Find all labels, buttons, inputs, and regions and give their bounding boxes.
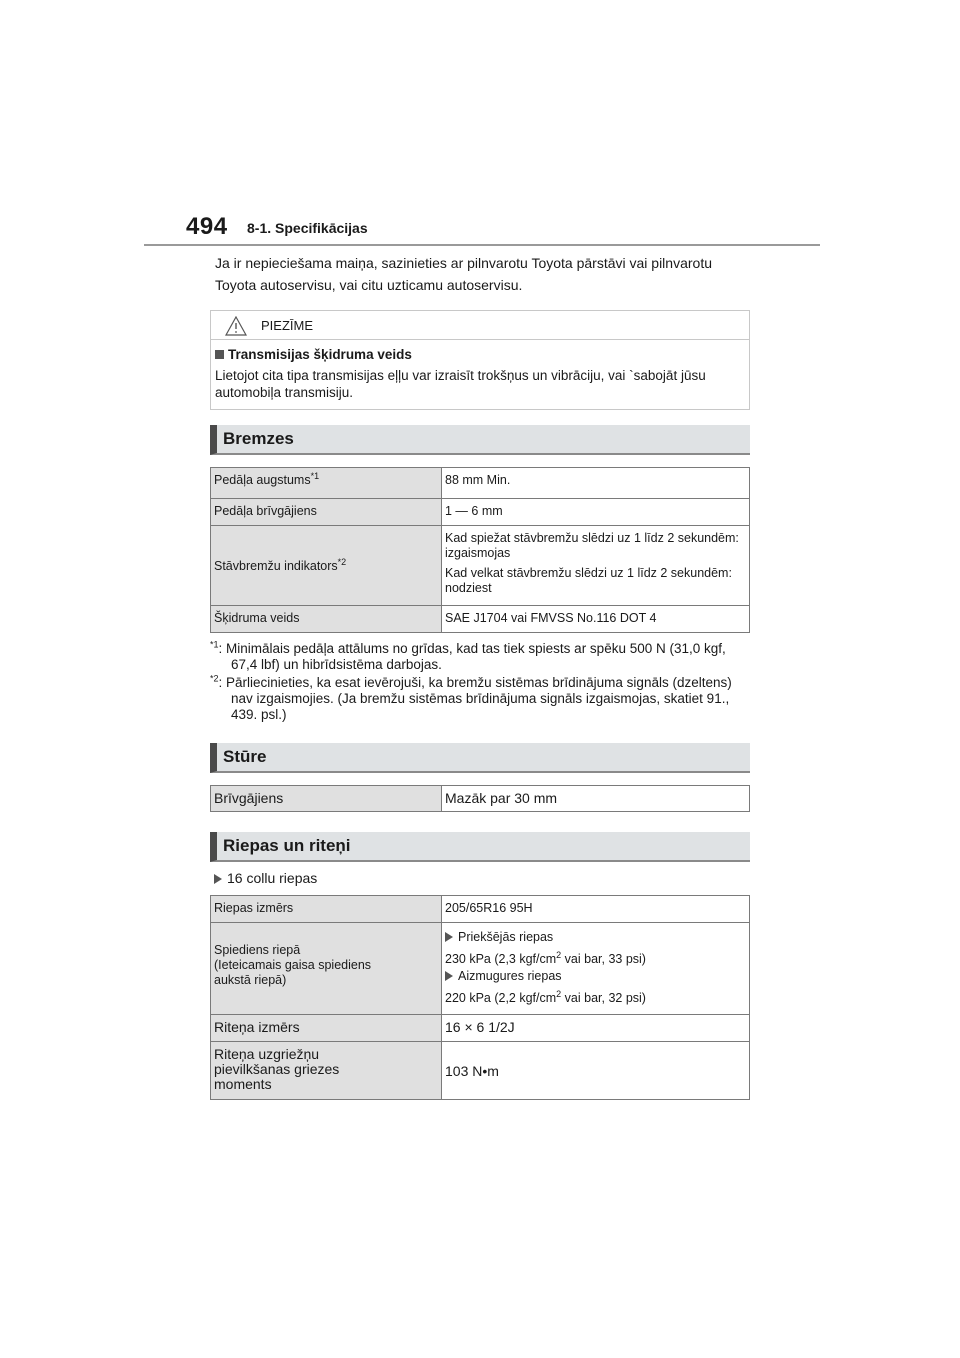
page-content — [210, 252, 750, 1100]
table-value: 205/65R16 95H — [442, 896, 750, 923]
note-label: PIEZĪME — [261, 318, 314, 333]
section-header-tires: Riepas un riteņi — [210, 832, 750, 862]
note-body — [211, 340, 749, 409]
note-subtitle — [215, 346, 743, 363]
steering-table — [210, 785, 750, 812]
key-line: moments — [214, 1076, 272, 1092]
table-value: SAE J1704 vai FMVSS No.116 DOT 4 — [442, 606, 750, 633]
table-key: Pedāļa brīvgājiens — [211, 499, 442, 526]
table-row — [211, 526, 750, 606]
table-value: 103 N•m — [442, 1042, 750, 1100]
table-key: Riepas izmērs — [211, 896, 442, 923]
footnote: $^{*1}$: Minimālais pedāļa attālums no grīdas, kad tas tiek spiests ar spēku 500 N (31,0 kgf, 67,4 lbf) un hibrīdsistēma darbojas. — [210, 639, 726, 672]
rear-tire-label: Aizmugures riepas — [445, 969, 746, 984]
table-key: Stāvbremžu indikators$^{*2}$ — [211, 526, 442, 606]
intro-line: Toyota autoservisu, vai citu uzticamu autoservisu. — [215, 277, 523, 293]
intro-line: Ja ir nepieciešama maiņa, sazinieties ar pilnvarotu Toyota pārstāvi vai pilnvarotu — [215, 255, 712, 271]
section-header-steering: Stūre — [210, 743, 750, 773]
value-line: izgaismojas — [445, 546, 511, 560]
table-key: Šķidruma veids — [211, 606, 442, 633]
note-text: Lietojot cita tipa transmisijas eļļu var izraisīt trokšņus un vibrāciju, vai `sabojāt jūsu automobiļa transmisiju. — [215, 368, 706, 400]
header-rule — [144, 244, 820, 246]
table-row — [211, 1042, 750, 1100]
key-line: pievilkšanas griezes — [214, 1061, 340, 1077]
bullet-item — [214, 870, 750, 886]
rear-tire-value: 220 kPa (2,2 kgf/$cm^2$ vai bar, 32 psi) — [445, 988, 646, 1005]
brakes-table — [210, 467, 750, 633]
square-bullet-icon — [215, 350, 224, 359]
key-line: (Ieteicamais gaisa spiediens — [214, 958, 372, 972]
table-key — [211, 1042, 442, 1100]
table-value: 88 mm Min. — [442, 468, 750, 499]
tires-table — [210, 895, 750, 1100]
value-line: nodziest — [445, 581, 492, 595]
table-value: 1 — 6 mm — [442, 499, 750, 526]
bullet-text: 16 collu riepas — [227, 870, 318, 886]
table-value — [442, 923, 750, 1015]
table-key: Brīvgājiens — [211, 786, 442, 812]
front-tire-label: Priekšējās riepas — [445, 930, 746, 945]
key-line: Spiediens riepā — [214, 943, 301, 957]
table-key: Riteņa izmērs — [211, 1015, 442, 1042]
table-value — [442, 526, 750, 606]
key-line: Riteņa uzgriežņu — [214, 1046, 320, 1062]
table-key — [211, 923, 442, 1015]
note-subtitle-text: Transmisijas šķidruma veids — [228, 347, 412, 362]
value-line: Kad spiežat stāvbremžu slēdzi uz 1 līdz 2 sekundēm: — [445, 531, 739, 545]
table-row — [211, 468, 750, 499]
triangle-bullet-icon — [445, 971, 453, 981]
note-header — [211, 311, 749, 340]
footnotes — [210, 641, 750, 723]
section-title: 8-1. Specifikācijas — [247, 220, 368, 236]
table-row — [211, 606, 750, 633]
value-line: Kad velkat stāvbremžu slēdzi uz 1 līdz 2 sekundēm: — [445, 566, 732, 580]
table-row — [211, 786, 750, 812]
table-row — [211, 499, 750, 526]
triangle-bullet-icon — [445, 932, 453, 942]
triangle-bullet-icon — [214, 874, 222, 884]
page-number: 494 — [186, 213, 228, 240]
table-value: 16 × 6 1/2J — [442, 1015, 750, 1042]
intro-paragraph — [215, 252, 750, 296]
table-key: Pedāļa augstums$^{*1}$ — [211, 468, 442, 499]
front-tire-value: 230 kPa (2,3 kgf/$cm^2$ vai bar, 33 psi) — [445, 949, 646, 966]
key-line: aukstā riepā) — [214, 973, 287, 987]
table-row — [211, 923, 750, 1015]
table-row — [211, 896, 750, 923]
footnote: $^{*2}$: Pārliecinieties, ka esat ievērojuši, ka bremžu sistēmas brīdinājuma signāls (dzeltens) nav izgaismojies. (Ja bremžu sistēmas brīdinājuma signāls izgaismojas, skatiet 91., 439. psl.) — [210, 673, 732, 722]
warning-triangle-icon — [225, 316, 247, 336]
table-row — [211, 1015, 750, 1042]
note-box — [210, 310, 750, 410]
section-header-brakes: Bremzes — [210, 425, 750, 455]
table-value: Mazāk par 30 mm — [442, 786, 750, 812]
